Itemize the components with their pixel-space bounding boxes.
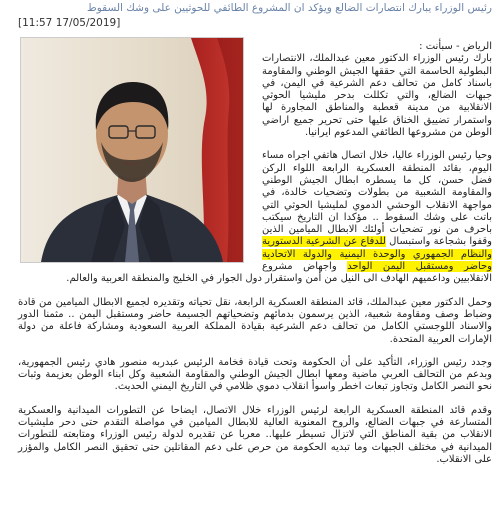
paragraph-2-after: واجهاض مشروع الانقلابيين وداعميهم الهادف الى النيل من أمن واستقرار دول الجوار في الخليج والمنطقة العربية والعالم. bbox=[66, 261, 492, 285]
article-timestamp: [11:57 17/05/2019] bbox=[18, 17, 121, 29]
paragraph-2-before: وحيا رئيس الوزراء عاليا، خلال اتصال هاتفي اجراه مساء اليوم، بقائد المنطقة العسكرية الرابعة اللواء الركن فضل حسن، كل ما يسطره ابطال الجيش الوطني والمقاومة الشعبية من بطولات وتضحيات خالدة، في مواجهة الانقلاب الوحشي الدموي لمليشيا الحوثي التي باتت على وشك السقوط .. مؤكدا ان التاريخ سيكتب باحرف من نور تضحيات أولئك الابطال الميامين الذين وقفوا بشجاعة واستبسال bbox=[262, 150, 492, 248]
paragraph-1: بارك رئيس الوزراء الدكتور معين عبدالملك، الانتصارات البطولية الحاسمة التي حققها الجيش الوطني والمقاومة باسناد كامل من تحالف دعم الشرعية في اليمن، في جبهات الضالع، والتي تكللت بدحر مليشيا الحوثي الانقلابية من مدينة قعطبة والمناطق المجاورة لها واستمرار تضييق الخناق عليها حتى تحرير جميع اراضي الوطن من مشروعها الطائفي المدعوم ايرانيا. bbox=[262, 53, 492, 139]
highlighted-text: للدفاع عن الشرعية الدستورية والنظام الجمهوري والوحدة اليمنية والدولة الاتحادية وحاضر ومستقبل اليمن الواحد bbox=[262, 236, 493, 273]
article-body bbox=[18, 41, 492, 477]
photo-spacer bbox=[26, 41, 262, 263]
paragraph-3: وحمل الدكتور معين عبدالملك، قائد المنطقة العسكرية الرابعة، نقل تحياته وتقديره لجميع الابطال الميامين من قادة وضباط وصف ومقاومة شعبية، الذين يرسمون بدمائهم وتضحياتهم الجسيمة حاضر ومستقبل اليمن .. مثمنا الدور والاسناد اللوجستي الكامل من تحالف دعم الشرعية بقيادة المملكة العربية السعودية ومشاركة فاعلة من دولة الإمارات العربية المتحدة. bbox=[18, 296, 492, 345]
article-dateline: الرياض - سبأنت : bbox=[419, 41, 492, 52]
paragraph-5: وقدم قائد المنطقة العسكرية الرابعة لرئيس الوزراء خلال الاتصال، ايضاحا عن التطورات الميدانية والعسكرية المتسارعة في جبهات الضالع، والروح المعنوية العالية للابطال الميامين في مواصلة التقدم حتى دحر مليشيات الانقلاب من بقية المناطق التي لاتزال تسيطر عليها.. معربا عن تقديره لدولة رئيس الوزراء ومتابعته للتطورات الميدانية في مختلف الجبهات وما تبديه الحكومة من حرص على دعم المقاتلين حتى تحقيق النصر الكامل والمؤزر على الانقلاب. bbox=[18, 404, 492, 465]
paragraph-4: وجدد رئيس الوزراء، التأكيد على أن الحكومة وتحت قيادة فخامة الرئيس عبدربه منصور هادي رئيس الجمهورية، وبدعم من التحالف العربي ماضية ومعها ابطال الجيش الوطني والمقاومة الشعبية وكل ابناء الوطن بعزيمة وثبات نحو النصر الكامل وتجاوز تبعات اخطر واسوأ انقلاب دموي ظلامي في التاريخ اليمني الحديث. bbox=[18, 356, 492, 393]
article-title: رئيس الوزراء يبارك انتصارات الضالع ويؤكد ان المشروع الطائفي للحوثيين على وشك السقوط bbox=[87, 2, 492, 14]
